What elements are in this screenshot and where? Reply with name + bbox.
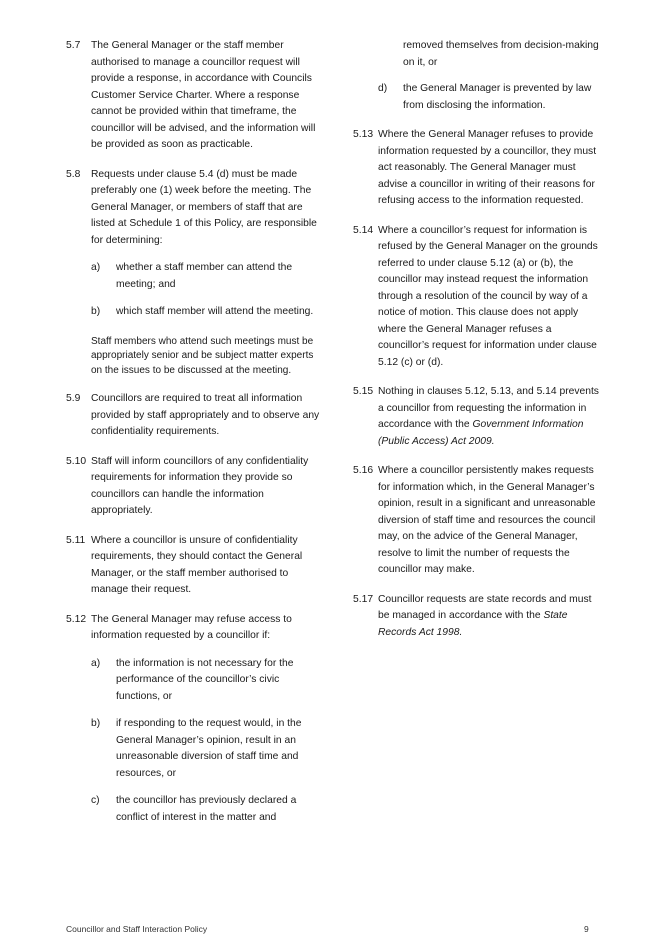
clause-number: 5.9: [66, 393, 81, 404]
sub-text: if responding to the request would, in the General Manager’s opinion, result in an unreasonable diversion of staff time and resources, or: [116, 718, 302, 779]
sub-text: the information is not necessary for the performance of the councillor’s civic functions, or: [116, 657, 294, 702]
clause-text: Where a councillor persistently makes requests for information which, in the General Manager’s opinion, result in a significant and unreasonable diversion of staff time and resources the council may, on the advice of the General Manager, resolve to limit the number of requests the councillor may make.: [378, 465, 596, 575]
clause-5-15: [353, 384, 605, 450]
sub-item-b: [91, 304, 321, 321]
right-column: [353, 38, 605, 654]
clause-text: [378, 384, 605, 450]
clause-text: Where a councillor is unsure of confidentiality requirements, they should contact the General Manager, or the staff member authorised to manage their request.: [91, 534, 303, 595]
clause-text: The General Manager or the staff member authorised to manage a councillor request will provide a response, in accordance with Councils Customer Service Charter. Where a response cannot be provided within that timeframe, the councillor will be advised, and the information will be provided as soon as practicable.: [91, 40, 316, 150]
sub-letter: c): [91, 795, 100, 806]
sub-item-b: [91, 716, 321, 782]
sub-letter: d): [378, 83, 388, 94]
act-title: State Records Act 1998.: [378, 610, 568, 638]
sub-letter: a): [91, 262, 101, 273]
page-number: 9: [584, 924, 589, 934]
clause-5-12: [66, 612, 321, 827]
sub-letter: b): [91, 718, 101, 729]
clause-5-10: [66, 454, 321, 520]
footer-title: Councillor and Staff Interaction Policy: [66, 924, 208, 934]
clause-text: The General Manager may refuse access to information requested by a councillor if:: [91, 613, 292, 641]
clause-number: 5.10: [66, 455, 87, 467]
clause-text: [378, 592, 605, 642]
clause-number: 5.7: [66, 40, 81, 51]
clause-5-12-continuation: removed themselves from decision-making on it, or: [403, 40, 599, 68]
sub-letter: a): [91, 657, 101, 669]
clause-text: Requests under clause 5.4 (d) must be made preferably one (1) week before the meeting. The General Manager, or members of staff that are listed at Schedule 1 of this Policy, are responsible for determining:: [91, 168, 317, 246]
sub-item-c: [91, 793, 321, 826]
clause-number: 5.14: [353, 224, 374, 236]
clause-number: 5.12: [66, 613, 87, 625]
sub-item-a: [91, 656, 321, 706]
clause-5-11: [66, 533, 321, 599]
sub-item-a: [91, 260, 321, 293]
clause-5-16: [353, 463, 605, 579]
clause-5-9: [66, 391, 321, 441]
sub-item-d: [353, 81, 605, 114]
act-title: Government Information (Public Access) Act 2009.: [378, 419, 584, 447]
clause-5-14: [353, 223, 605, 372]
sub-text: the councillor has previously declared a conflict of interest in the matter and: [116, 795, 297, 823]
sub-letter: b): [91, 306, 101, 317]
clause-number: 5.15: [353, 386, 374, 397]
clause-text: Councillors are required to treat all information provided by staff appropriately and to observe any confidentiality requirements.: [91, 393, 320, 437]
sub-text: which staff member will attend the meeting.: [116, 306, 314, 317]
clause-number: 5.16: [353, 465, 374, 476]
clause-5-17: [353, 592, 605, 642]
clause-text-main: Nothing in clauses 5.12, 5.13, and 5.14 prevents a councillor from requesting the information in accordance with the: [378, 386, 599, 430]
clause-5-13: [353, 127, 605, 210]
clause-text: Staff will inform councillors of any confidentiality requirements for information they provide so councillors can handle the information appropriately.: [91, 455, 309, 516]
clause-text: Where the General Manager refuses to provide information requested by a councillor, they must act reasonably. The General Manager must advise a councillor in writing of their reasons for refusing access to the information requested.: [378, 129, 597, 206]
clause-number: 5.13: [353, 129, 374, 140]
clause-note: Staff members who attend such meetings must be appropriately senior and be subject matter experts on the issues to be discussed at the meeting.: [91, 335, 314, 376]
clause-5-7: [66, 38, 321, 154]
clause-text-main: Councillor requests are state records and must be managed in accordance with the: [378, 593, 592, 621]
clause-number: 5.17: [353, 593, 374, 605]
clause-number: 5.8: [66, 168, 81, 180]
clause-number: 5.11: [66, 534, 86, 546]
sub-text: the General Manager is prevented by law from disclosing the information.: [403, 83, 592, 111]
clause-5-8: [66, 167, 321, 379]
clause-text: Where a councillor’s request for information is refused by the General Manager on the grounds referred to under clause 5.12 (a) or (b), the councillor may instead request the information through a resolution of the council by way of a notice of motion. This clause does not apply where the General Manager refuses a councillor’s request for information under clause 5.12 (c) or (d).: [378, 224, 598, 368]
left-column: [66, 38, 321, 839]
sub-text: whether a staff member can attend the meeting; and: [116, 262, 293, 290]
